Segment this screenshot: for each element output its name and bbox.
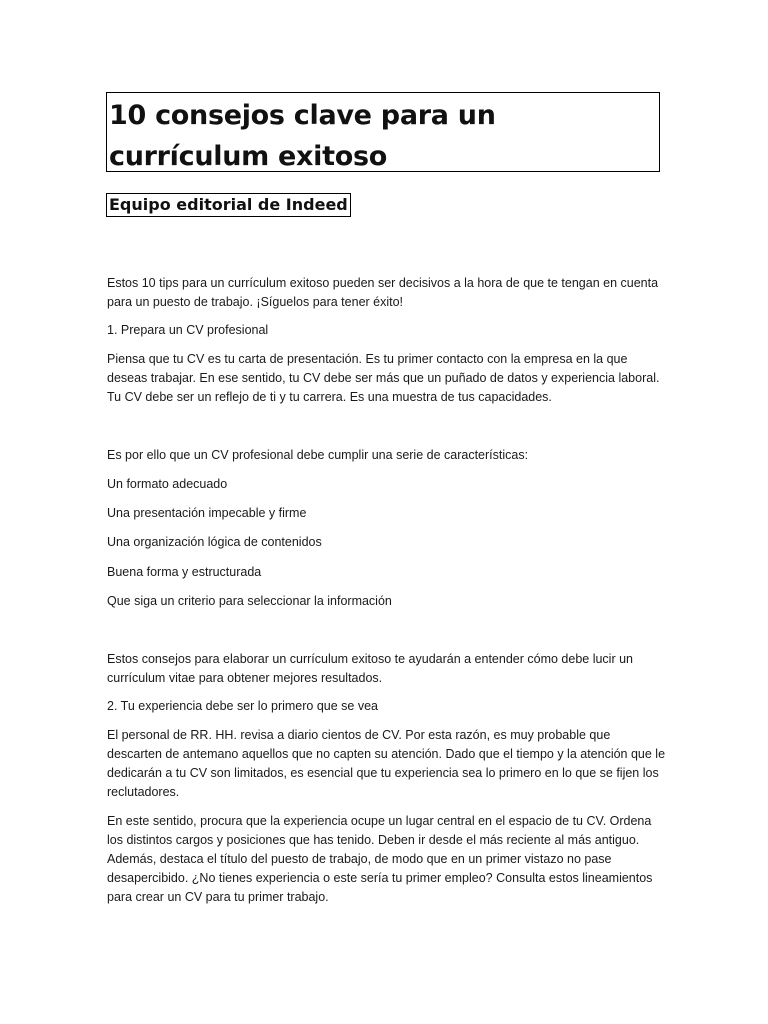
list-item: Buena forma y estructurada [107, 565, 262, 579]
author-box [106, 193, 351, 217]
paragraph-characteristics-intro: Es por ello que un CV profesional debe cumplir una serie de características: [107, 448, 529, 462]
list-item: Un formato adecuado [107, 477, 228, 491]
intro-paragraph: Estos 10 tips para un currículum exitoso pueden ser decisivos a la hora de que te tengan en cuenta para un puesto de trabajo. ¡Síguelos para tener éxito! [107, 276, 659, 309]
paragraph-hr-review: El personal de RR. HH. revisa a diario cientos de CV. Por esta razón, es muy probable que descarten de antemano aquellos que no capten su atención. Dado que el tiempo y la atención que le dedicarán a tu CV son limitados, es esencial que tu experiencia sea lo primero en lo que se fijen los reclutadores. [107, 728, 666, 799]
title-box [106, 92, 660, 172]
section-heading-1: 1. Prepara un CV profesional [107, 323, 269, 337]
paragraph-experience-order: En este sentido, procura que la experiencia ocupe un lugar central en el espacio de tu CV. Ordena los distintos cargos y posiciones que has tenido. Deben ir desde el más reciente al más antiguo. Además, destaca el título del puesto de trabajo, de modo que en un primer vistazo no pase desapercibido. ¿No tienes experiencia o este sería tu primer empleo? Consulta estos lineamientos para crear un CV para tu primer trabajo. [107, 814, 653, 904]
page-title: 10 consejos clave para un currículum exitoso [109, 100, 496, 172]
list-item: Una organización lógica de contenidos [107, 535, 322, 549]
author-name: Equipo editorial de Indeed [109, 195, 348, 214]
section-heading-2: 2. Tu experiencia debe ser lo primero que se vea [107, 699, 378, 713]
paragraph-cv-presentation: Piensa que tu CV es tu carta de presentación. Es tu primer contacto con la empresa en la que deseas trabajar. En ese sentido, tu CV debe ser más que un puñado de datos y experiencia laboral. Tu CV debe ser un reflejo de ti y tu carrera. Es una muestra de tus capacidades. [107, 352, 660, 404]
paragraph-tips-intro: Estos consejos para elaborar un currículum exitoso te ayudarán a entender cómo debe lucir un currículum vitae para obtener mejores resultados. [107, 652, 633, 685]
list-item: Una presentación impecable y firme [107, 506, 307, 520]
list-item: Que siga un criterio para seleccionar la información [107, 594, 392, 608]
